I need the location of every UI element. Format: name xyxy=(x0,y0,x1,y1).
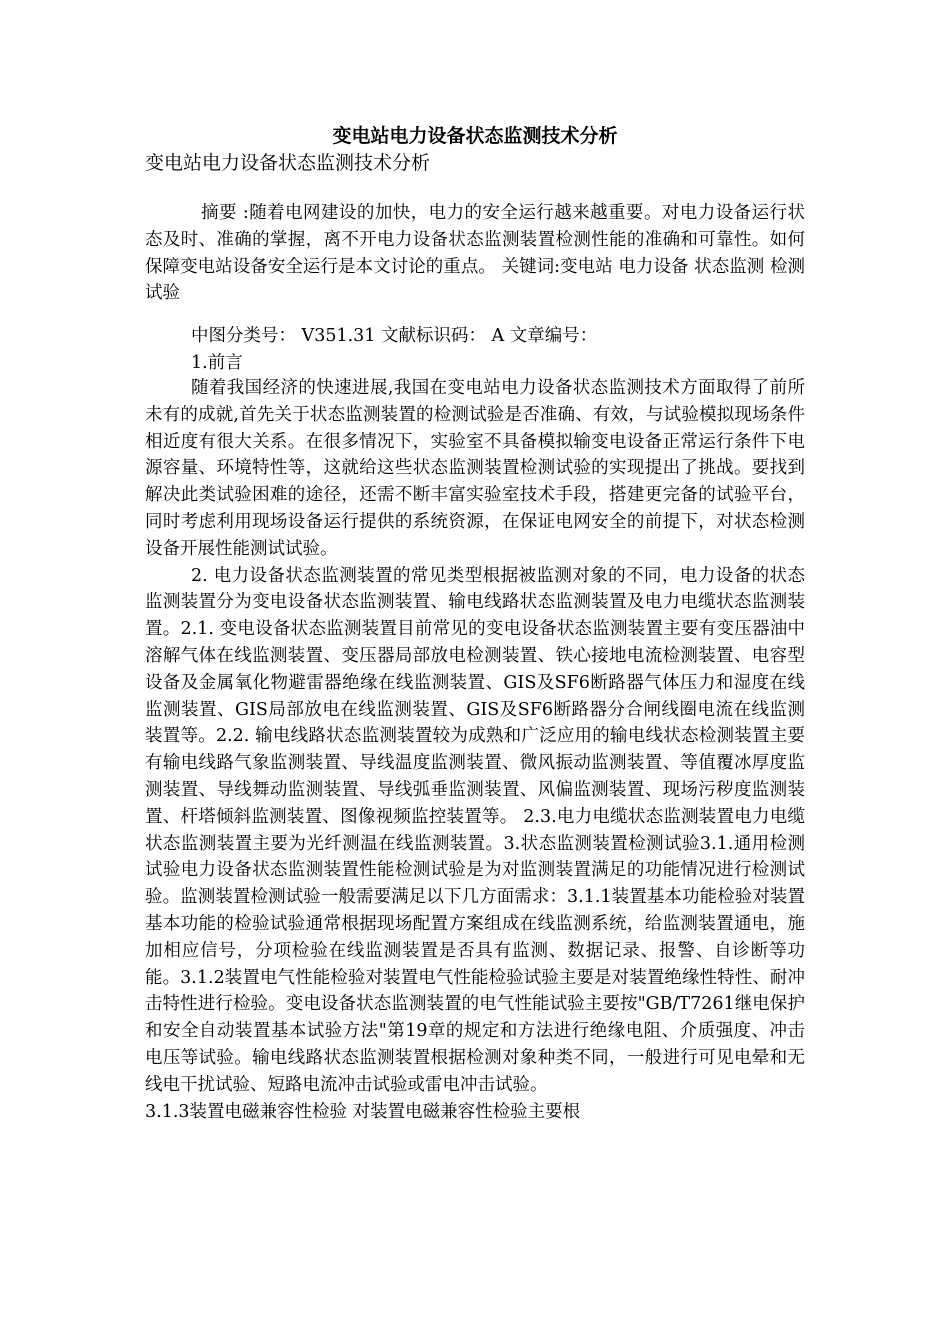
document-subtitle: 变电站电力设备状态监测技术分析 xyxy=(145,152,431,174)
body-paragraph: 3.1.3装置电磁兼容性检验 对装置电磁兼容性检验主要根 xyxy=(145,1101,581,1122)
classification-line: 中图分类号： V351.31 文献标识码： A 文章编号： xyxy=(191,326,598,346)
body-paragraph: 随着我国经济的快速进展,我国在变电站电力设备状态监测技术方面取得了前所未有的成就,首先关于状态监测装置的检测试验是否准确、有效，与试验模拟现场条件相近度有很大关系。在很多情况下，实验室不具备模拟输变电设备正常运行条件下电源容量、环境特性等，这就给这些状态监测装置检测试验的实现提出了挑战。要找到解决此类试验困难的途径，还需不断丰富实验室技术手段，搭建更完备的试验平台，同时考虑利用现场设备运行提供的系统资源，在保证电网安全的前提下，对状态检测设备开展性能测试试验。 xyxy=(145,378,805,559)
section-heading: 1.前言 xyxy=(191,353,243,373)
main-body xyxy=(145,375,805,1125)
body-paragraph: 2. 电力设备状态监测装置的常见类型根据被监测对象的不同，电力设备的状态监测装置分为变电设备状态监测装置、输电线路状态监测装置及电力电缆状态监测装置。2.1. 变电设备状态监测装置目前常见的变电设备状态监测装置主要有变压器油中溶解气体在线监测装置、变压器局部放电检测装置、铁心接地电流检测装置、电容型设备及金属氧化物避雷器绝缘在线监测装置、GIS及SF6断路器气体压力和湿度在线监测装置、GIS局部放电在线监测装置、GIS及SF6断路器分合闸线圈电流在线监测装置等。2.2. 输电线路状态监测装置较为成熟和广泛应用的输电线状态检测装置主要有输电线路气象监测装置、导线温度监测装置、微风振动监测装置、等值覆冰厚度监测装置、导线舞动监测装置、导线弧垂监测装置、风偏监测装置、现场污秽度监测装置、杆塔倾斜监测装置、图像视频监控装置等。 2.3.电力电缆状态监测装置电力电缆状态监测装置主要为光纤测温在线监测装置。3.状态监测装置检测试验3.1.通用检测试验电力设备状态监测装置性能检测试验是为对监测装置满足的功能情况进行检测试验。监测装置检测试验一般需要满足以下几方面需求：3.1.1装置基本功能检验对装置基本功能的检验试验通常根据现场配置方案组成在线监测系统，给监测装置通电，施加相应信号，分项检验在线监测装置是否具有监测、数据记录、报警、自诊断等功能。3.1.2装置电气性能检验对装置电气性能检验试验主要是对装置绝缘性特性、耐冲击特性进行检验。变电设备状态监测装置的电气性能试验主要按"GB/T7261继电保护和安全自动装置基本试验方法"第19章的规定和方法进行绝缘电阻、介质强度、冲击电压等试验。输电线路状态监测装置根据检测对象种类不同，一般进行可见电晕和无线电干扰试验、短路电流冲击试验或雷电冲击试验。 xyxy=(145,565,805,1095)
abstract-paragraph: 摘要 :随着电网建设的加快，电力的安全运行越来越重要。对电力设备运行状态及时、准确的掌握，离不开电力设备状态监测装置检测性能的准确和可靠性。如何保障变电站设备安全运行是本文讨论的重点。 关键词:变电站 电力设备 状态监测 检测试验 xyxy=(145,203,805,304)
document-title: 变电站电力设备状态监测技术分析 xyxy=(332,125,618,147)
